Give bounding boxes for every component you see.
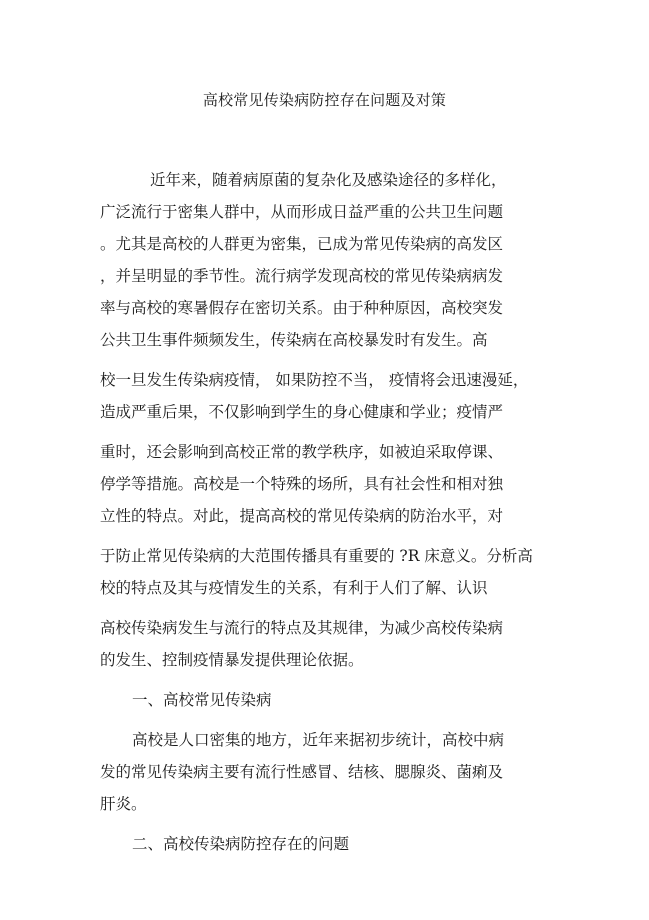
paragraph-line: ，并呈明显的季节性。流行病学发现高校的常见传染病病发 [100, 267, 504, 285]
paragraph-line: 广泛流行于密集人群中，从而形成日益严重的公共卫生问题 [100, 203, 504, 221]
paragraph-line: 率与高校的寒暑假存在密切关系。由于种种原因，高校突发 [100, 299, 504, 317]
paragraph-line: 高校传染病发生与流行的特点及其规律，为减少高校传染病 [100, 619, 504, 637]
paragraph-line: 校的特点及其与疫情发生的关系，有利于人们了解、认识 [100, 579, 488, 597]
paragraph-line: 重时，还会影响到高校正常的教学秩序，如被迫采取停课、 [100, 443, 504, 461]
paragraph-line: 立性的特点。对此，提高高校的常见传染病的防治水平，对 [100, 507, 504, 525]
paragraph-line: 公共卫生事件频频发生，传染病在高校暴发时有发生。高 [100, 331, 488, 349]
paragraph-line: 造成严重后果，不仅影响到学生的身心健康和学业；疫情严 [100, 403, 504, 421]
paragraph-line: 近年来，随着病原菌的复杂化及感染途径的多样化， [150, 171, 507, 189]
paragraph-line: 于防止常见传染病的大范围传播具有重要的 ?R 床意义。分析高 [100, 547, 533, 565]
document-title: 高校常见传染病防控存在问题及对策 [202, 91, 447, 109]
paragraph-line: 发的常见传染病主要有流行性感冒、结核、腮腺炎、菌痢及 [100, 763, 504, 781]
paragraph-line: 的发生、控制疫情暴发提供理论依据。 [100, 651, 364, 669]
paragraph-line: 校一旦发生传染病疫情， 如果防控不当， 疫情将会迅速漫延， [100, 371, 529, 389]
paragraph-line: 。尤其是高校的人群更为密集，已成为常见传染病的高发区 [100, 235, 504, 253]
paragraph-line: 高校是人口密集的地方，近年来据初步统计，高校中病 [132, 731, 505, 749]
section-heading: 二、高校传染病防控存在的问题 [132, 835, 350, 853]
paragraph-line: 肝炎。 [100, 795, 147, 813]
paragraph-line: 停学等措施。高校是一个特殊的场所，具有社会性和相对独 [100, 475, 504, 493]
section-heading: 一、高校常见传染病 [132, 691, 272, 709]
